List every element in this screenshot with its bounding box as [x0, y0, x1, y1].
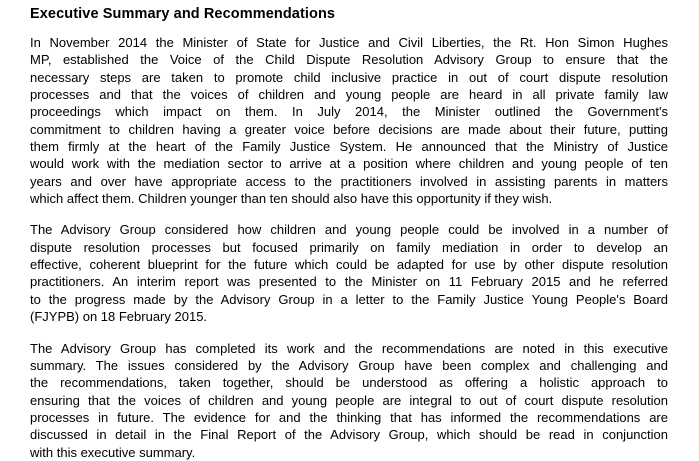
text-line: summary. The issues considered by the Advisory Group have been complex and challenging and	[30, 357, 668, 373]
text-line: MP, established the Voice of the Child Dispute Resolution Advisory Group to ensure that the	[30, 52, 668, 68]
text-line: processes in future. The evidence for and the thinking that has informed the recommendations are	[30, 409, 668, 425]
body-text	[30, 34, 668, 461]
text-line: years and over have appropriate access to the practitioners involved in assisting parents in matters	[30, 173, 668, 189]
text-line: ensuring that the voices of children and young people are integral to out of court dispute resolution	[30, 392, 668, 408]
paragraph	[30, 221, 668, 325]
text-line: the recommendations, taken together, should be understood as offering a holistic approach to	[30, 375, 668, 391]
text-line: The Advisory Group has completed its work and the recommendations are noted in this executive	[30, 340, 668, 356]
text-line: with this executive summary.	[30, 444, 196, 460]
text-line: would work with the mediation sector to arrive at a position where children and young people of ten	[30, 156, 668, 172]
text-line: dispute resolution processes but focused primarily on family mediation in order to develop an	[30, 239, 668, 255]
page-title: Executive Summary and Recommendations	[30, 6, 336, 22]
text-line: them firmly at the heart of the Family Justice System. He announced that the Ministry of Justice	[30, 139, 668, 155]
text-line: practitioners. An interim report was presented to the Minister on 11 February 2015 and he referred	[30, 274, 668, 290]
paragraph	[30, 34, 668, 207]
text-line: commitment to children having a greater voice before decisions are made about their future, putting	[30, 121, 668, 137]
text-line: The Advisory Group considered how children and young people could be involved in a number of	[30, 222, 668, 238]
text-line: In November 2014 the Minister of State for Justice and Civil Liberties, the Rt. Hon Simon Hughes	[30, 35, 668, 50]
paragraph	[30, 340, 668, 461]
text-line: discussed in detail in the Final Report of the Advisory Group, which should be read in conjunction	[30, 427, 668, 443]
text-line: processes and that the voices of children and young people are heard in all private family law	[30, 87, 668, 103]
text-line: to the progress made by the Advisory Group in a letter to the Family Justice Young People's Board	[30, 291, 668, 307]
text-line: which affect them. Children younger than ten should also have this opportunity if they wish.	[30, 191, 553, 207]
text-line: proceedings which impact on them. In July 2014, the Minister outlined the Government's	[30, 104, 668, 120]
text-line: necessary steps are taken to promote child inclusive practice in out of court dispute resolution	[30, 69, 668, 85]
text-line: (FJYPB) on 18 February 2015.	[30, 309, 208, 325]
text-line: effective, coherent blueprint for the future which could be adapted for use by other dispute resolution	[30, 257, 668, 273]
